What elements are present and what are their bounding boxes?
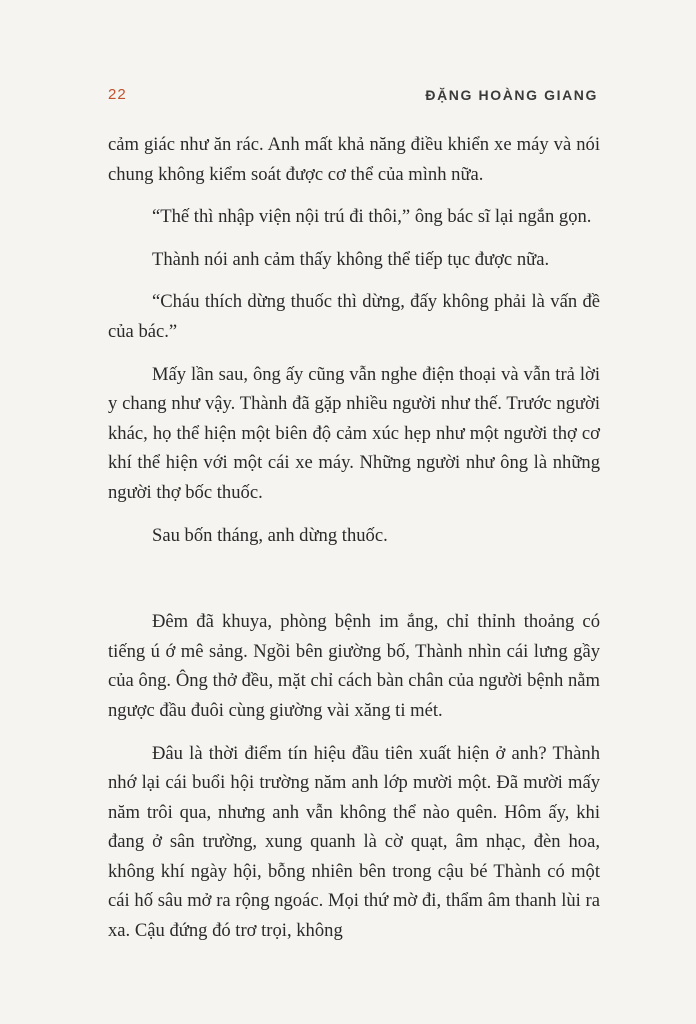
paragraph: cảm giác như ăn rác. Anh mất khả năng điều khiển xe máy và nói chung không kiểm soát được cơ thể của mình nữa. xyxy=(108,134,600,185)
paragraph: “Thế thì nhập viện nội trú đi thôi,” ông bác sĩ lại ngắn gọn. xyxy=(152,206,592,228)
paragraph: Thành nói anh cảm thấy không thể tiếp tục được nữa. xyxy=(152,248,550,270)
paragraph: “Cháu thích dừng thuốc thì dừng, đấy không phải là vấn đề của bác.” xyxy=(108,291,600,342)
paragraph: Mấy lần sau, ông ấy cũng vẫn nghe điện thoại và vẫn trả lời y chang như vậy. Thành đã gặp nhiều người như thế. Trước người khác, họ thể hiện một biên độ cảm xúc hẹp như một người thợ cơ khí thể hiện với một cái xe máy. Những người như ông là những người thợ bốc thuốc. xyxy=(108,363,600,503)
paragraph: Đâu là thời điểm tín hiệu đầu tiên xuất hiện ở anh? Thành nhớ lại cái buổi hội trường năm anh lớp mười một. Đã mười mấy năm trôi qua, nhưng anh vẫn không thể nào quên. Hôm ấy, khi đang ở sân trường, xung quanh là cờ quạt, âm nhạc, đèn hoa, không khí ngày hội, bỗng nhiên bên trong cậu bé Thành có một cái hố sâu mở ra rộng ngoác. Mọi thứ mờ đi, thẩm âm thanh lùi ra xa. Cậu đứng đó trơ trọi, không xyxy=(108,742,600,942)
running-head-author: ĐẶNG HOÀNG GIANG xyxy=(425,87,598,103)
body-text xyxy=(108,130,600,959)
page-number: 22 xyxy=(108,86,127,103)
section-break xyxy=(108,563,600,607)
paragraph: Đêm đã khuya, phòng bệnh im ắng, chỉ thỉnh thoảng có tiếng ú ớ mê sảng. Ngồi bên giường bố, Thành nhìn cái lưng gầy của ông. Ông thở đều, mặt chỉ cách bàn chân của người bệnh nằm ngược đầu đuôi cùng giường vài xăng ti mét. xyxy=(108,611,600,721)
paragraph: Sau bốn tháng, anh dừng thuốc. xyxy=(152,524,388,546)
